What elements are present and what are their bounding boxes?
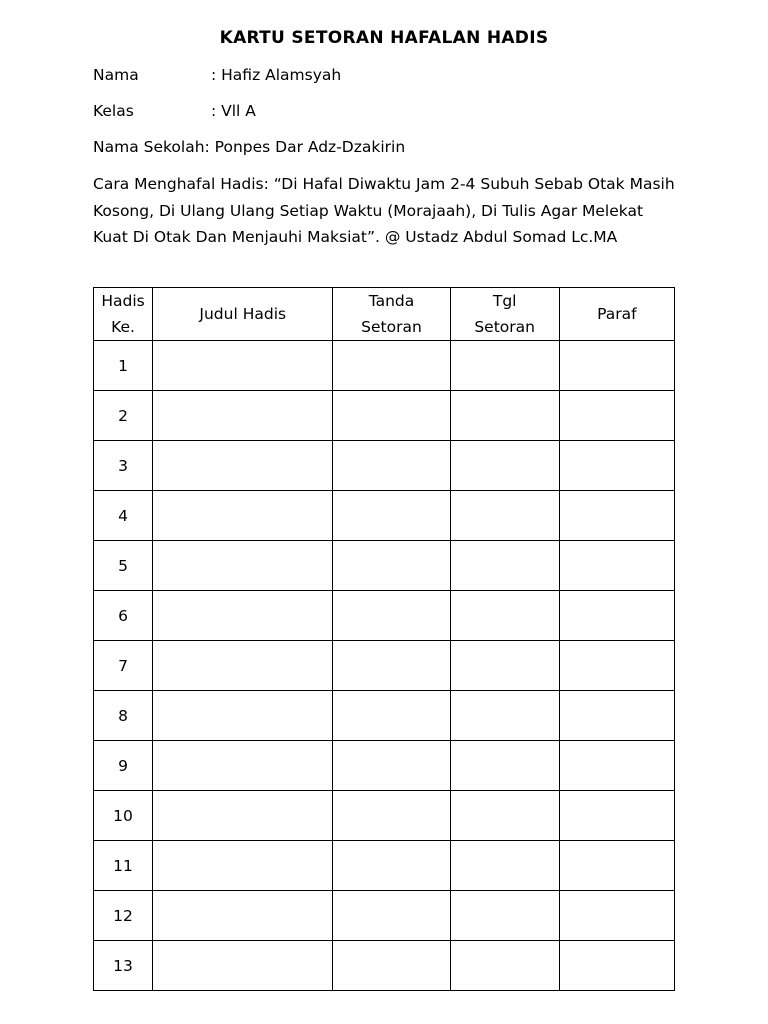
info-row-sekolah — [93, 136, 405, 158]
kelas-value: : Vll A — [211, 102, 256, 120]
header-paraf: Paraf — [559, 288, 674, 341]
cell-paraf[interactable] — [559, 391, 674, 441]
table-header-row — [94, 288, 675, 341]
cell-judul-hadis[interactable] — [153, 541, 333, 591]
header-tgl-line2: Setoran — [474, 318, 535, 336]
cell-hadis-ke: 5 — [94, 541, 153, 591]
cell-paraf[interactable] — [559, 641, 674, 691]
sekolah-value: : Ponpes Dar Adz-Dzakirin — [204, 138, 406, 156]
header-hadis-ke-line1: Hadis — [101, 292, 145, 310]
cell-hadis-ke: 2 — [94, 391, 153, 441]
cell-paraf[interactable] — [559, 691, 674, 741]
cell-paraf[interactable] — [559, 841, 674, 891]
cell-tanda-setoran[interactable] — [333, 441, 450, 491]
nama-value: : Hafiz Alamsyah — [211, 66, 342, 84]
cell-tanda-setoran[interactable] — [333, 741, 450, 791]
kelas-label: Kelas — [93, 102, 134, 120]
cell-tanda-setoran[interactable] — [333, 841, 450, 891]
cell-tgl-setoran[interactable] — [450, 441, 559, 491]
cell-judul-hadis[interactable] — [153, 741, 333, 791]
table-row — [94, 741, 675, 791]
memorization-method-text: Cara Menghafal Hadis: “Di Hafal Diwaktu Jam 2-4 Subuh Sebab Otak Masih Kosong, Di Ulang Ulang Setiap Waktu (Morajaah), Di Tulis Agar Melekat Kuat Di Otak Dan Menjauhi Maksiat”. @ Ustadz Abdul Somad Lc.MA — [93, 175, 675, 246]
cell-paraf[interactable] — [559, 891, 674, 941]
cell-judul-hadis[interactable] — [153, 891, 333, 941]
cell-tgl-setoran[interactable] — [450, 691, 559, 741]
cell-tanda-setoran[interactable] — [333, 341, 450, 391]
deposit-table — [93, 287, 675, 991]
cell-judul-hadis[interactable] — [153, 491, 333, 541]
cell-hadis-ke: 12 — [94, 891, 153, 941]
cell-hadis-ke: 8 — [94, 691, 153, 741]
cell-tanda-setoran[interactable] — [333, 891, 450, 941]
cell-paraf[interactable] — [559, 441, 674, 491]
cell-judul-hadis[interactable] — [153, 941, 333, 991]
cell-hadis-ke: 10 — [94, 791, 153, 841]
cell-judul-hadis[interactable] — [153, 391, 333, 441]
cell-judul-hadis[interactable] — [153, 791, 333, 841]
cell-tgl-setoran[interactable] — [450, 541, 559, 591]
table-row — [94, 491, 675, 541]
cell-tgl-setoran[interactable] — [450, 741, 559, 791]
table-row — [94, 391, 675, 441]
nama-label: Nama — [93, 66, 139, 84]
cell-tanda-setoran[interactable] — [333, 591, 450, 641]
info-row-nama — [93, 64, 341, 86]
table-row — [94, 941, 675, 991]
cell-tanda-setoran[interactable] — [333, 541, 450, 591]
table-row — [94, 841, 675, 891]
cell-tanda-setoran[interactable] — [333, 791, 450, 841]
cell-hadis-ke: 9 — [94, 741, 153, 791]
cell-tanda-setoran[interactable] — [333, 641, 450, 691]
header-tanda-setoran — [333, 288, 450, 341]
cell-paraf[interactable] — [559, 341, 674, 391]
cell-paraf[interactable] — [559, 591, 674, 641]
cell-paraf[interactable] — [559, 491, 674, 541]
cell-tanda-setoran[interactable] — [333, 691, 450, 741]
cell-tanda-setoran[interactable] — [333, 941, 450, 991]
sekolah-label: Nama Sekolah — [93, 138, 205, 156]
cell-hadis-ke: 7 — [94, 641, 153, 691]
cell-tgl-setoran[interactable] — [450, 341, 559, 391]
cell-tgl-setoran[interactable] — [450, 641, 559, 691]
cell-tanda-setoran[interactable] — [333, 391, 450, 441]
cell-hadis-ke: 13 — [94, 941, 153, 991]
cell-judul-hadis[interactable] — [153, 841, 333, 891]
cell-tgl-setoran[interactable] — [450, 841, 559, 891]
cell-tgl-setoran[interactable] — [450, 791, 559, 841]
table-row — [94, 591, 675, 641]
cell-judul-hadis[interactable] — [153, 591, 333, 641]
cell-paraf[interactable] — [559, 941, 674, 991]
page-title: KARTU SETORAN HAFALAN HADIS — [219, 28, 549, 48]
header-tanda-line2: Setoran — [361, 318, 422, 336]
table-row — [94, 691, 675, 741]
cell-judul-hadis[interactable] — [153, 441, 333, 491]
cell-hadis-ke: 3 — [94, 441, 153, 491]
cell-tgl-setoran[interactable] — [450, 391, 559, 441]
cell-tgl-setoran[interactable] — [450, 491, 559, 541]
cell-paraf[interactable] — [559, 791, 674, 841]
cell-tgl-setoran[interactable] — [450, 891, 559, 941]
cell-tanda-setoran[interactable] — [333, 491, 450, 541]
header-judul-hadis: Judul Hadis — [153, 288, 333, 341]
table-body — [94, 341, 675, 991]
table-row — [94, 791, 675, 841]
cell-judul-hadis[interactable] — [153, 691, 333, 741]
header-tanda-line1: Tanda — [368, 292, 415, 310]
cell-paraf[interactable] — [559, 741, 674, 791]
cell-judul-hadis[interactable] — [153, 641, 333, 691]
table-row — [94, 641, 675, 691]
cell-hadis-ke: 11 — [94, 841, 153, 891]
header-hadis-ke-line2: Ke. — [111, 318, 135, 336]
cell-tgl-setoran[interactable] — [450, 941, 559, 991]
cell-tgl-setoran[interactable] — [450, 591, 559, 641]
cell-paraf[interactable] — [559, 541, 674, 591]
header-hadis-ke — [94, 288, 153, 341]
table-row — [94, 341, 675, 391]
table-row — [94, 541, 675, 591]
header-tgl-line1: Tgl — [492, 292, 517, 310]
table-row — [94, 891, 675, 941]
table-row — [94, 441, 675, 491]
cell-hadis-ke: 1 — [94, 341, 153, 391]
cell-hadis-ke: 6 — [94, 591, 153, 641]
cell-hadis-ke: 4 — [94, 491, 153, 541]
header-tgl-setoran — [450, 288, 559, 341]
info-row-kelas — [93, 100, 256, 122]
cell-judul-hadis[interactable] — [153, 341, 333, 391]
